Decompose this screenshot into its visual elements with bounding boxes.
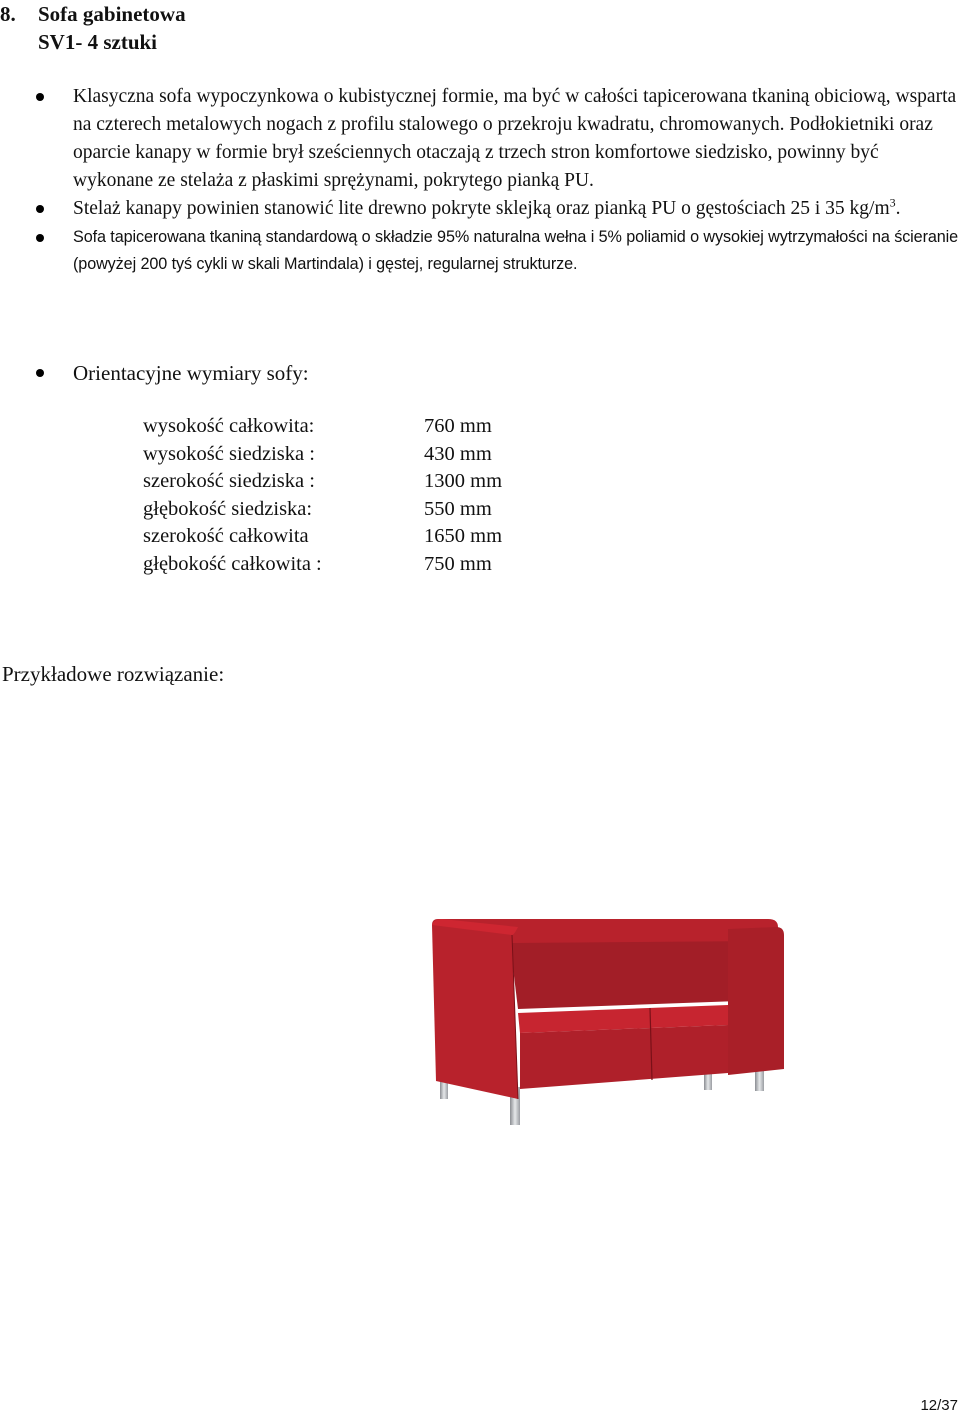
section-title: Sofa gabinetowa	[38, 2, 186, 26]
bullet-dot-icon	[36, 369, 44, 377]
dimension-label: głębokość całkowita :	[143, 552, 322, 575]
section-number: 8.	[0, 2, 16, 26]
dimensions-title: Orientacyjne wymiary sofy:	[73, 361, 309, 385]
section-heading	[0, 0, 186, 28]
dimension-value: 750 mm	[424, 552, 492, 575]
dimension-label: szerokość całkowita	[143, 525, 309, 547]
requirement-item	[0, 83, 960, 195]
example-solution-label: Przykładowe rozwiązanie:	[2, 662, 225, 686]
dimensions-table	[143, 413, 502, 578]
requirement-text: Klasyczna sofa wypoczynkowa o kubistycznej formie, ma być w całości tapicerowana tkaniną obiciową, wsparta na czterech metalowych nogach z profilu stalowego o przekroju kwadratu, chromowanych. Podłokietniki oraz oparcie kanapy w formie brył sześciennych otaczają z trzech stron komfortowe siedzisko, powinny być wykonane ze stelaża z płaskimi sprężynami, pokrytego pianką PU.	[73, 86, 957, 191]
superscript: 3	[889, 195, 896, 210]
requirement-item	[0, 224, 960, 278]
sofa-left-arm-side	[432, 925, 518, 1099]
dimension-value: 550 mm	[424, 497, 492, 520]
dimension-label: szerokość siedziska :	[143, 470, 315, 492]
dimension-row	[143, 551, 502, 579]
sofa-image	[428, 905, 788, 1130]
page-number: 12/37	[920, 1397, 958, 1414]
dimension-value: 430 mm	[424, 442, 492, 465]
dimension-label: wysokość siedziska :	[143, 442, 315, 465]
dimension-row	[143, 496, 502, 524]
dimension-value: 1650 mm	[424, 525, 503, 547]
section-subtitle-line	[0, 28, 157, 56]
bullet-dot-icon	[36, 93, 44, 101]
requirement-text: Sofa tapicerowana tkaniną standardową o składzie 95% naturalna wełna i 5% poliamid o wysokiej wytrzymałości na ścieranie (powyżej 200 tyś cykli w skali Martindala) i gęstej, regularnej strukturze.	[73, 228, 959, 273]
dimension-row	[143, 523, 502, 551]
dimension-row	[143, 468, 502, 496]
sofa-body	[432, 919, 784, 1099]
dimensions-heading	[0, 358, 960, 388]
requirement-item	[0, 195, 960, 223]
section-subtitle: SV1- 4 sztuki	[38, 30, 158, 54]
dimension-value: 760 mm	[424, 415, 492, 437]
sofa-right-arm	[728, 927, 784, 1075]
dimension-row	[143, 413, 502, 441]
requirements-list	[0, 83, 960, 278]
dimension-value: 1300 mm	[424, 470, 503, 492]
requirement-tail: .	[895, 198, 901, 219]
dimension-label: wysokość całkowita:	[143, 415, 315, 437]
sofa-seat-front	[520, 1025, 728, 1089]
dimension-row	[143, 441, 502, 469]
bullet-dot-icon	[36, 205, 44, 213]
bullet-dot-icon	[36, 234, 44, 242]
requirement-text: Stelaż kanapy powinien stanowić lite drewno pokryte sklejką oraz pianką PU o gęstościach 25 i 35 kg/m	[73, 198, 890, 219]
dimension-label: głębokość siedziska:	[143, 497, 313, 520]
